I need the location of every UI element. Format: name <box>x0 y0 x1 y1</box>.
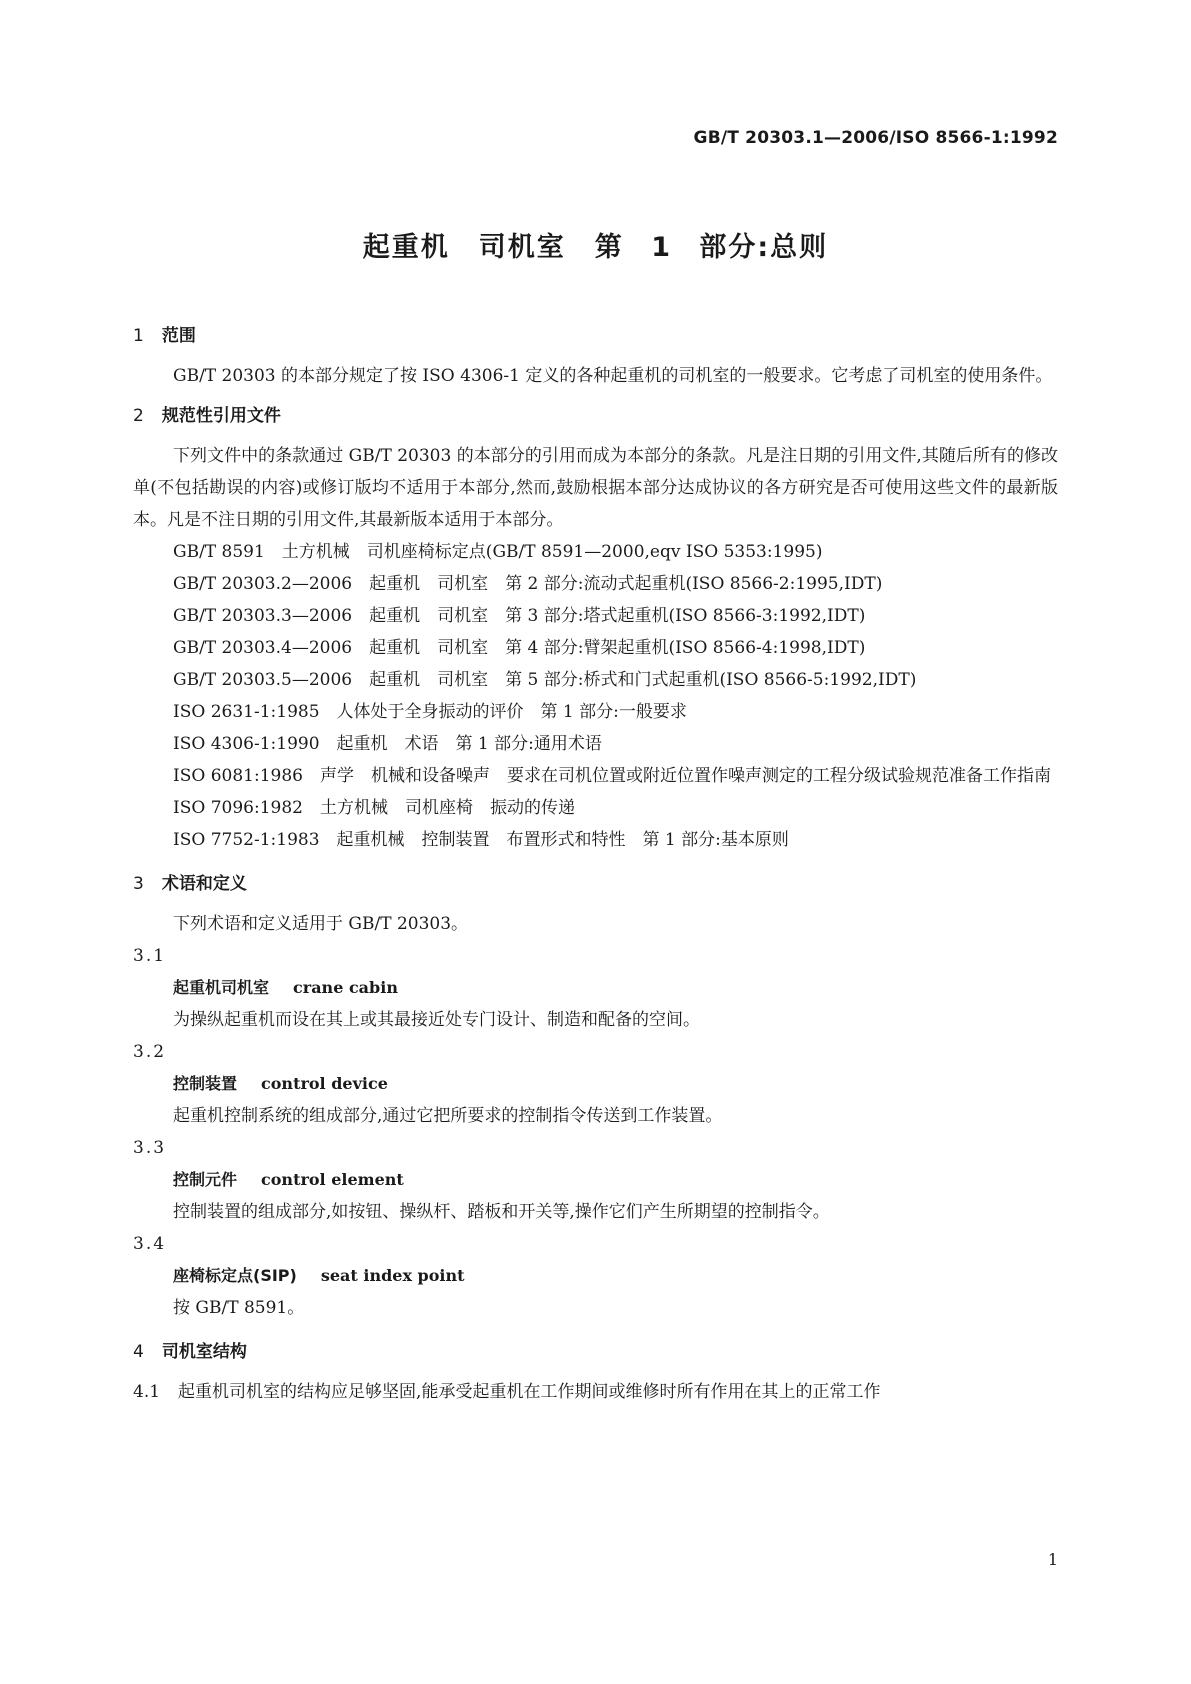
section-title: 规范性引用文件 <box>161 406 281 426</box>
clause-4-1 <box>133 1376 1058 1408</box>
reference-item: ISO 7096:1982 土方机械 司机座椅 振动的传递 <box>173 798 575 818</box>
section-number: 1 <box>133 326 144 346</box>
section-number: 3 <box>133 874 144 894</box>
term-name-en: control element <box>261 1170 404 1189</box>
section-2-heading <box>133 402 1058 430</box>
term-name-cn: 座椅标定点(SIP) <box>173 1266 297 1285</box>
term-name-cn: 起重机司机室 <box>173 978 270 997</box>
clause-text: 起重机司机室的结构应足够坚固,能承受起重机在工作期间或维修时所有作用在其上的正常工作 <box>178 1382 881 1402</box>
term-name-en: crane cabin <box>293 978 398 997</box>
term-definition: 控制装置的组成部分,如按钮、操纵杆、踏板和开关等,操作它们产生所期望的控制指令。 <box>173 1202 830 1222</box>
page-number: 1 <box>1047 1550 1058 1569</box>
reference-item: ISO 6081:1986 声学 机械和设备噪声 要求在司机位置或附近位置作噪声测定的工程分级试验规范准备工作指南 <box>173 766 1051 786</box>
document-body <box>133 322 1058 1408</box>
standard-code: GB/T 20303.1—2006/ISO 8566-1:1992 <box>693 128 1058 148</box>
section-title: 司机室结构 <box>161 1342 247 1362</box>
clause-number: 4.1 <box>133 1382 161 1402</box>
section-4-heading <box>133 1338 1058 1366</box>
reference-item: GB/T 20303.5—2006 起重机 司机室 第 5 部分:桥式和门式起重机(ISO 8566-5:1992,IDT) <box>173 670 917 690</box>
term-name <box>133 1260 1058 1292</box>
term-number: 3.3 <box>133 1138 167 1158</box>
term-definition: 按 GB/T 8591。 <box>173 1298 305 1318</box>
term-name <box>133 1068 1058 1100</box>
section-number: 2 <box>133 406 144 426</box>
term-name-en: seat index point <box>320 1266 465 1285</box>
section-title: 范围 <box>161 326 196 346</box>
term-definition: 为操纵起重机而设在其上或其最接近处专门设计、制造和配备的空间。 <box>173 1010 700 1030</box>
term-entry <box>133 1132 1058 1228</box>
term-number: 3.4 <box>133 1234 167 1254</box>
term-name-en: control device <box>261 1074 388 1093</box>
scope-paragraph: GB/T 20303 的本部分规定了按 ISO 4306-1 定义的各种起重机的司机室的一般要求。它考虑了司机室的使用条件。 <box>173 366 1053 386</box>
reference-item: ISO 4306-1:1990 起重机 术语 第 1 部分:通用术语 <box>173 734 602 754</box>
normative-references-paragraph: 下列文件中的条款通过 GB/T 20303 的本部分的引用而成为本部分的条款。凡是注日期的引用文件,其随后所有的修改单(不包括勘误的内容)或修订版均不适用于本部分,然而,鼓励根据本部分达成协议的各方研究是否可使用这些文件的最新版本。凡是不注日期的引用文件,其最新版本适用于本部分。 <box>133 446 1058 530</box>
section-number: 4 <box>133 1342 144 1362</box>
section-title: 术语和定义 <box>161 874 247 894</box>
term-name-cn: 控制装置 <box>173 1074 238 1093</box>
reference-item: ISO 2631-1:1985 人体处于全身振动的评价 第 1 部分:一般要求 <box>173 702 687 722</box>
term-number: 3.2 <box>133 1042 167 1062</box>
term-name-cn: 控制元件 <box>173 1170 238 1189</box>
reference-item: GB/T 20303.3—2006 起重机 司机室 第 3 部分:塔式起重机(ISO 8566-3:1992,IDT) <box>173 606 866 626</box>
term-name <box>133 972 1058 1004</box>
term-entry <box>133 1228 1058 1324</box>
section-3-heading <box>133 870 1058 898</box>
term-number: 3.1 <box>133 946 167 966</box>
reference-item: GB/T 8591 土方机械 司机座椅标定点(GB/T 8591—2000,eqv ISO 5353:1995) <box>173 542 823 562</box>
reference-item: GB/T 20303.2—2006 起重机 司机室 第 2 部分:流动式起重机(ISO 8566-2:1995,IDT) <box>173 574 883 594</box>
terms-intro-paragraph: 下列术语和定义适用于 GB/T 20303。 <box>173 914 469 934</box>
document-title: 起重机 司机室 第 1 部分:总则 <box>362 232 829 263</box>
term-definition: 起重机控制系统的组成部分,通过它把所要求的控制指令传送到工作装置。 <box>173 1106 723 1126</box>
term-name <box>133 1164 1058 1196</box>
term-entry <box>133 940 1058 1036</box>
reference-item: GB/T 20303.4—2006 起重机 司机室 第 4 部分:臂架起重机(ISO 8566-4:1998,IDT) <box>173 638 866 658</box>
term-entry <box>133 1036 1058 1132</box>
section-1-heading <box>133 322 1058 350</box>
reference-item: ISO 7752-1:1983 起重机械 控制装置 布置形式和特性 第 1 部分:基本原则 <box>173 830 789 850</box>
